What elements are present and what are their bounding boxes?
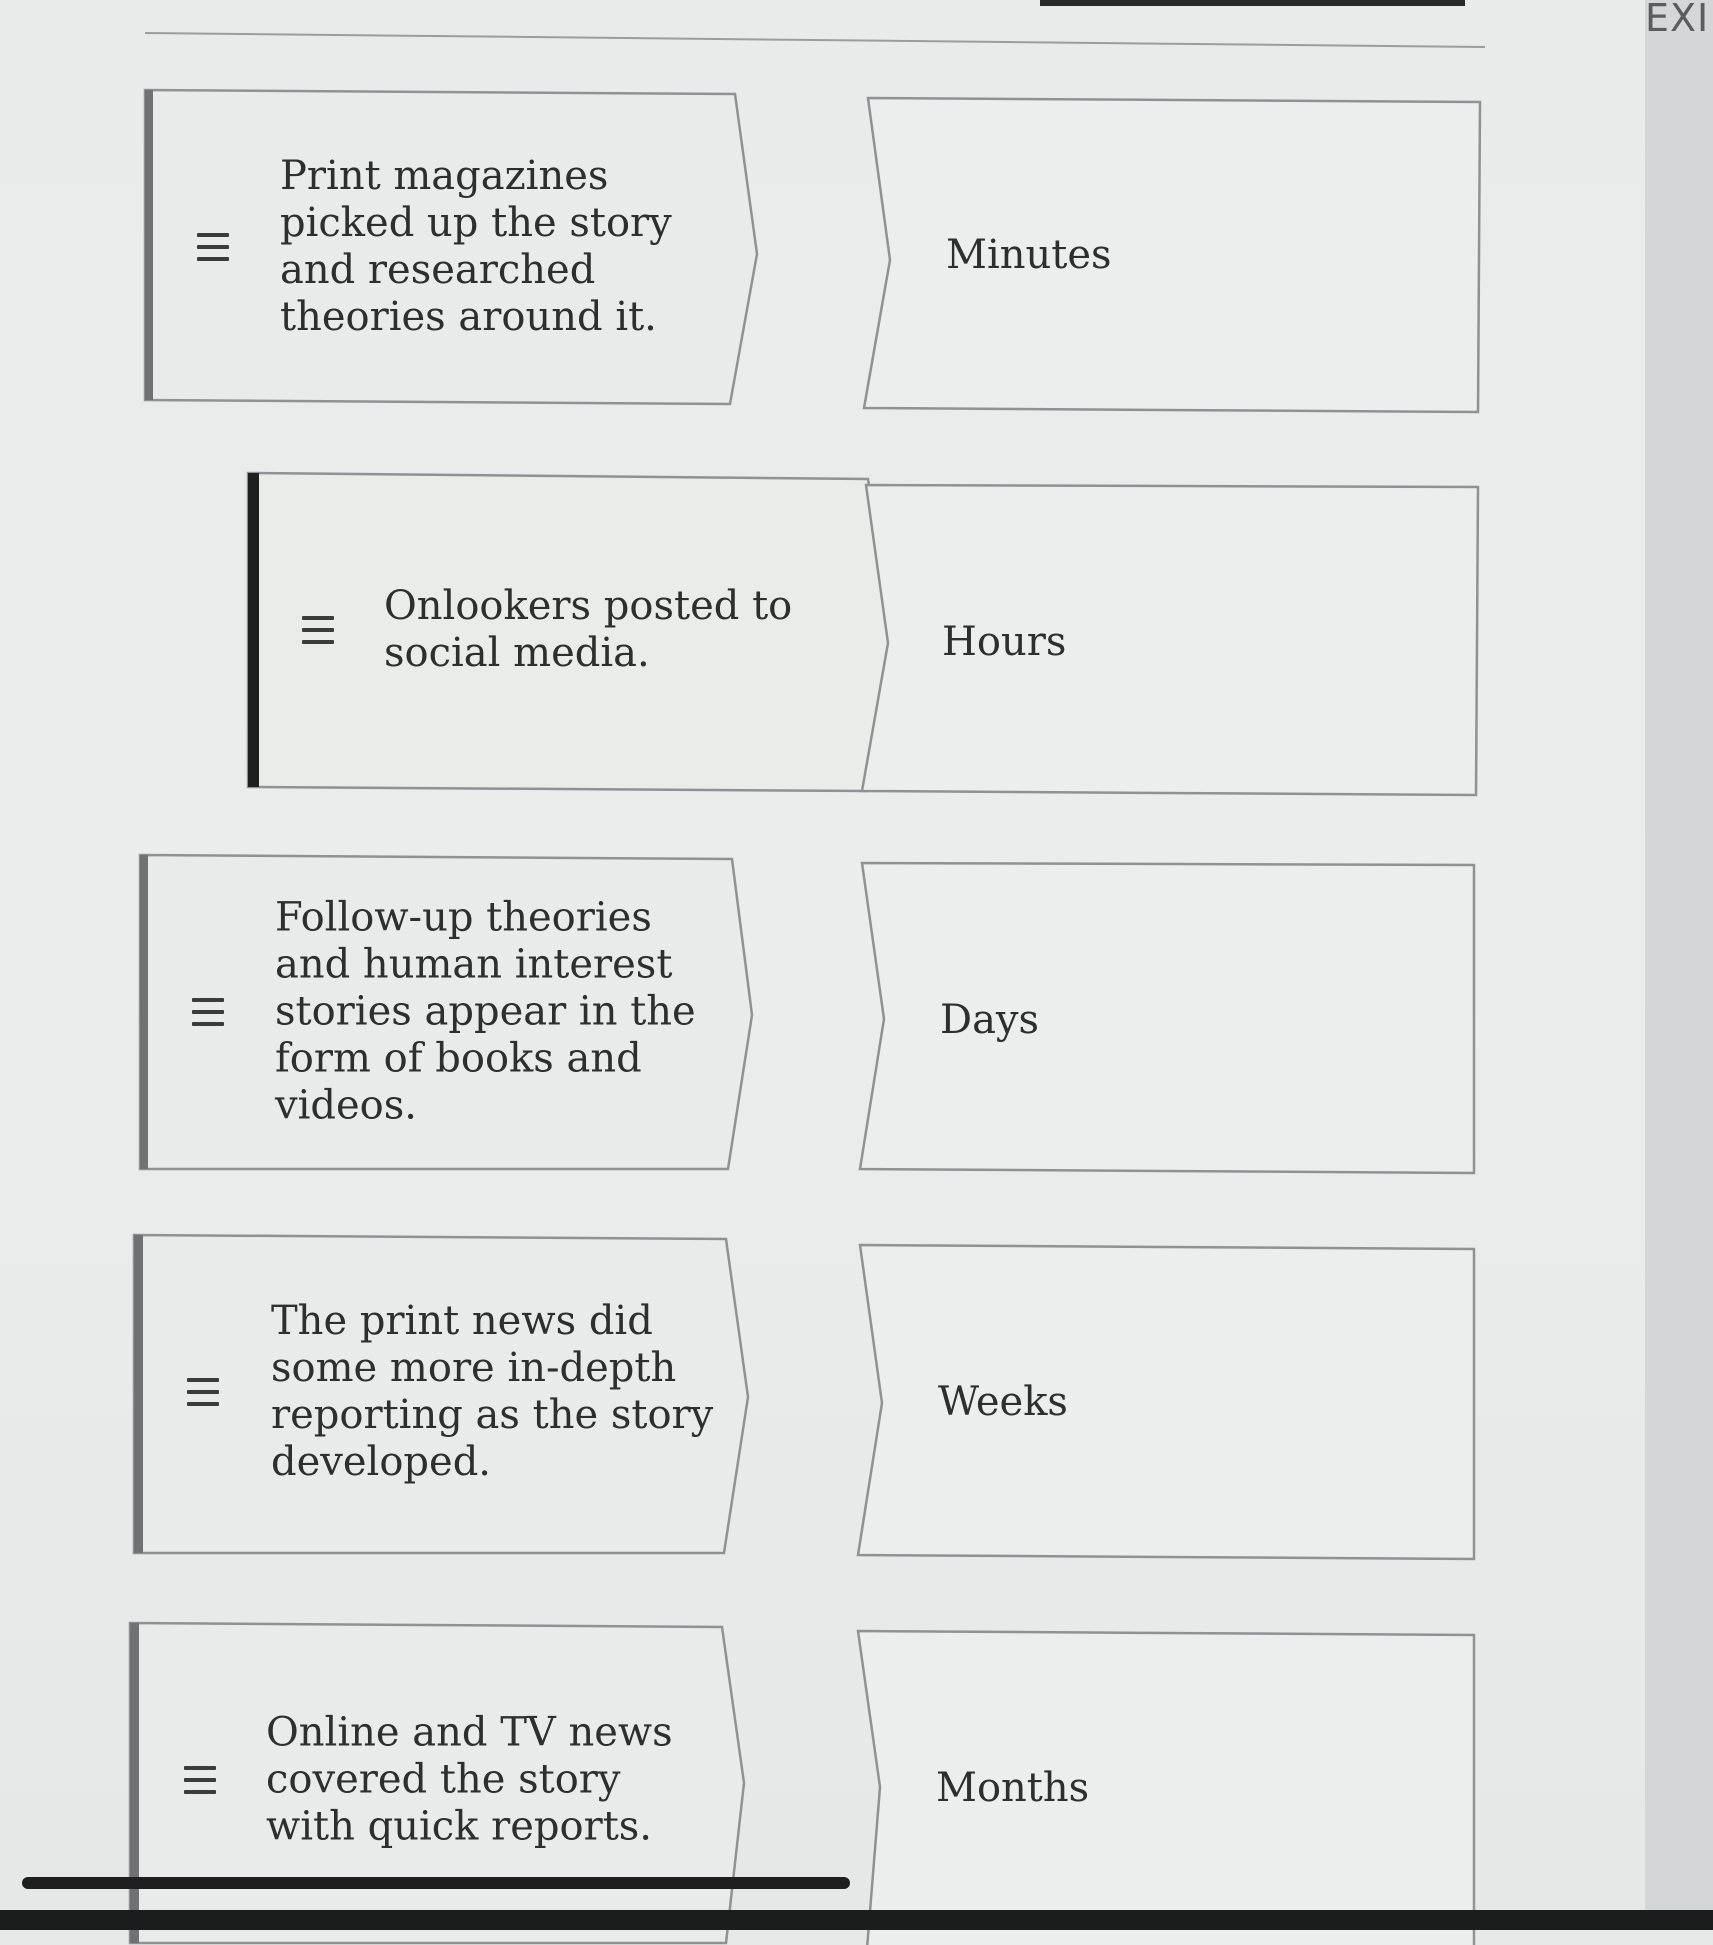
timeframe-label: Days xyxy=(940,997,1040,1043)
event-text: Online and TV news covered the story with quick reports. xyxy=(266,1709,673,1850)
draggable-event-card[interactable] xyxy=(130,1623,735,1937)
drag-handle-icon[interactable] xyxy=(184,1764,216,1796)
match-row xyxy=(0,855,1645,1175)
match-row xyxy=(0,473,1645,793)
timeframe-slot[interactable] xyxy=(862,863,1480,1177)
timeframe-label: Hours xyxy=(942,619,1067,665)
draggable-event-card[interactable] xyxy=(134,1235,739,1549)
timeframe-slot[interactable] xyxy=(866,485,1484,799)
exit-button[interactable]: EXI xyxy=(1645,0,1710,40)
timeframe-label: Months xyxy=(936,1765,1090,1811)
timeframe-slot[interactable] xyxy=(858,1631,1476,1945)
screen-bottom-edge xyxy=(0,1910,1713,1930)
drag-handle-icon[interactable] xyxy=(197,231,229,263)
event-text: Onlookers posted to social media. xyxy=(384,583,793,676)
draggable-event-card[interactable] xyxy=(145,90,750,404)
horizontal-scrollbar[interactable] xyxy=(22,1877,850,1889)
draggable-event-card-selected[interactable] xyxy=(248,473,888,787)
timeframe-label: Weeks xyxy=(938,1379,1068,1425)
drag-handle-icon[interactable] xyxy=(302,614,334,646)
right-gutter xyxy=(1645,0,1713,1930)
draggable-event-card[interactable] xyxy=(140,855,745,1169)
event-text: The print news did some more in-depth reporting as the story developed. xyxy=(271,1298,714,1485)
timeframe-slot[interactable] xyxy=(868,98,1486,412)
match-row xyxy=(0,90,1645,410)
drag-handle-icon[interactable] xyxy=(192,996,224,1028)
match-row xyxy=(0,1623,1645,1943)
event-text: Print magazines picked up the story and researched theories around it. xyxy=(280,153,672,340)
match-row xyxy=(0,1235,1645,1555)
timeframe-slot[interactable] xyxy=(860,1245,1478,1559)
timeframe-label: Minutes xyxy=(946,232,1112,278)
drag-handle-icon[interactable] xyxy=(187,1376,219,1408)
event-text: Follow-up theories and human interest stories appear in the form of books and videos. xyxy=(275,894,696,1129)
